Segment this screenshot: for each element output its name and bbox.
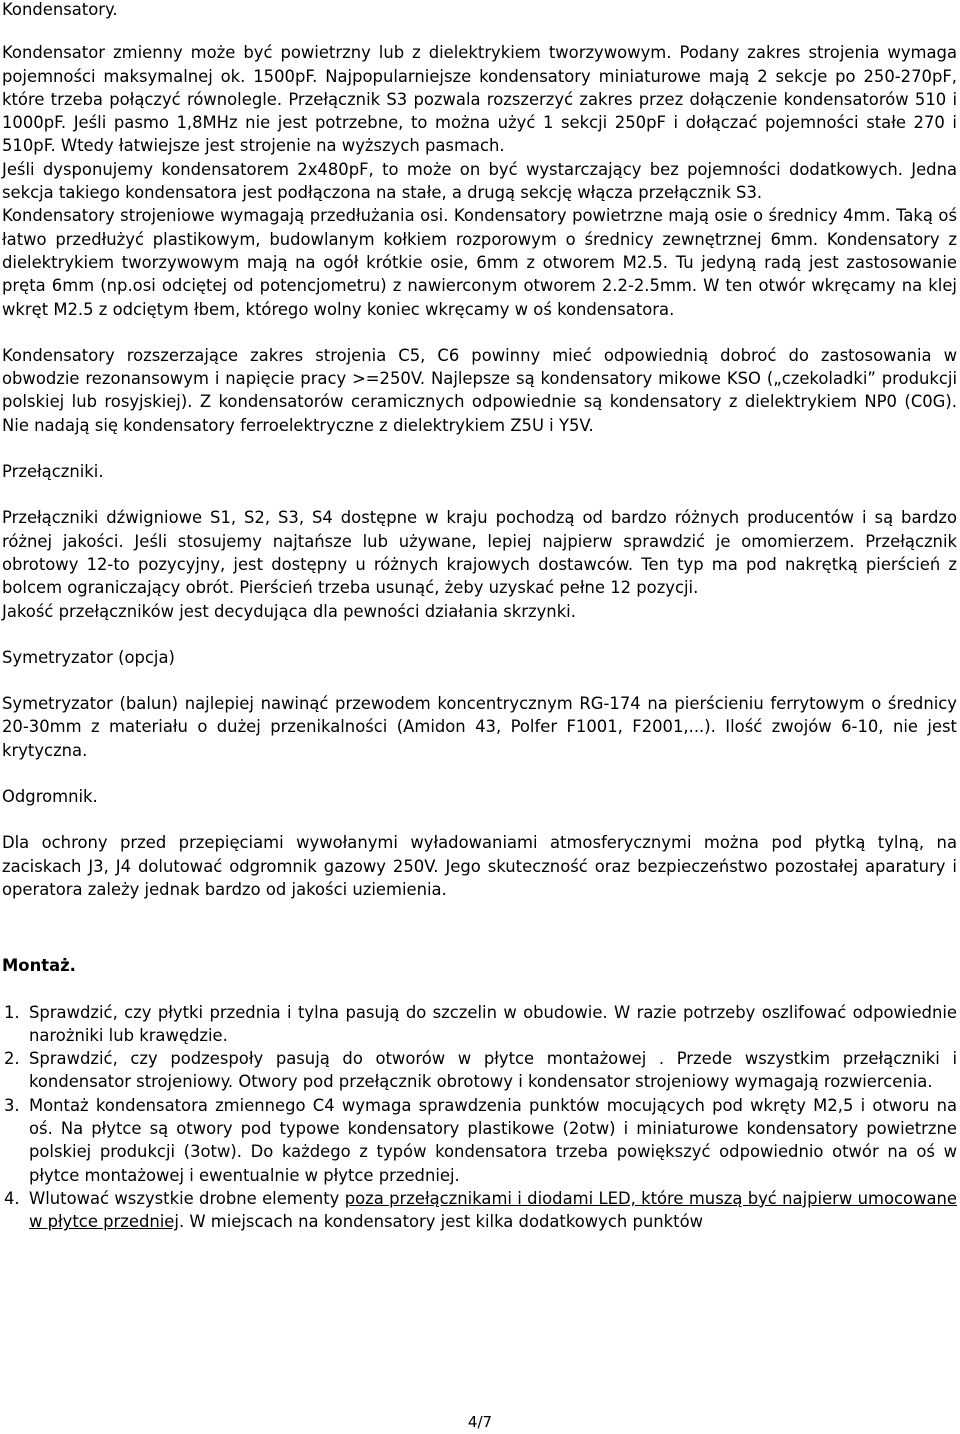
list-item bbox=[2, 1094, 957, 1187]
paragraph-przedluzanie-osi: Kondensatory strojeniowe wymagają przedłużania osi. Kondensatory powietrzne mają osie o średnicy 4mm. Taką oś łatwo przedłużyć plastikowym, budowlanym kołkiem rozporowym o średnicy zewnętrznej 6mm. Kondensatory z dielektrykiem tworzywowym mają na ogół krótkie osie, 6mm z otworem M2.5. Tu jedyną radą jest zastosowanie pręta 6mm (np.osi odciętej od potencjometru) z nawierconym otworem 2.2-2.5mm. W ten otwór wkręcamy na klej wkręt M2.5 z odciętym łbem, którego wolny koniec wkręcamy w oś kondensatora. bbox=[2, 206, 957, 319]
list-item-text-end: . W miejscach na kondensatory jest kilka dodatkowych punktów bbox=[178, 1212, 704, 1232]
list-item-text: Sprawdzić, czy podzespoły pasują do otworów w płytce montażowej . Przede wszystkim przełączniki i kondensator strojeniowy. Otwory pod przełącznik obrotowy i kondensator strojeniowy wymagają rozwiercenia. bbox=[29, 1049, 957, 1092]
paragraph-przelaczniki-dzwigniowe: Przełączniki dźwigniowe S1, S2, S3, S4 dostępne w kraju pochodzą od bardzo różnych producentów i są bardzo różnej jakości. Jeśli stosujemy najtańsze lub używane, lepiej najpierw sprawdzić je omomierzem. Przełącznik obrotowy 12-to pozycyjny, jest dostępny u różnych krajowych dostawców. Ten typ ma pod nakrętką pierścień z bolcem ograniczający obrót. Pierścień trzeba usunąć, żeby uzyskać pełne 12 pozycji. bbox=[2, 508, 957, 598]
heading-przelaczniki: Przełączniki. bbox=[2, 462, 104, 482]
list-item-number: 1. bbox=[4, 1002, 20, 1022]
page-number: 4/7 bbox=[467, 1413, 493, 1431]
list-item-text: Montaż kondensatora zmiennego C4 wymaga sprawdzenia punktów mocujących pod wkręty M2,5 i otworu na oś. Na płytce są otwory pod typowe kondensatory plastikowe (2otw) i miniaturowe kondensatory powietrzne polskiej produkcji (3otw). Do każdego z typów kondensatora trzeba powiększyć odpowiednio otwór na oś w płytce montażowej i ewentualnie w płytce przedniej. bbox=[29, 1095, 957, 1185]
paragraph-kondensator-2x480: Jeśli dysponujemy kondensatorem 2x480pF, to może on być wystarczający bez pojemności dodatkowych. Jedna sekcja takiego kondensatora jest podłączona na stałe, a drugą sekcję włącza przełącznik S3. bbox=[2, 159, 957, 203]
paragraph-kondensator-zmienny: Kondensator zmienny może być powietrzny lub z dielektrykiem tworzywowym. Podany zakres strojenia wymaga pojemności maksymalnej ok. 1500pF. Najpopularniejsze kondensatory miniaturowe mają 2 sekcje po 250-270pF, które trzeba połączyć równolegle. Przełącznik S3 pozwala rozszerzyć zakres przez dołączenie kondensatorów 510 i 1000pF. Jeśli pasmo 1,8MHz nie jest potrzebne, to można użyć 1 sekcji 250pF i dołączać pojemności stałe 270 i 510pF. Wtedy łatwiejsze jest strojenie na wyższych pasmach. bbox=[2, 43, 957, 156]
heading-montaz: Montaż. bbox=[2, 956, 76, 976]
heading-symetryzator: Symetryzator (opcja) bbox=[2, 647, 175, 667]
heading-kondensatory: Kondensatory. bbox=[2, 0, 118, 19]
list-item-text: Sprawdzić, czy płytki przednia i tylna pasują do szczelin w obudowie. W razie potrzeby oszlifować odpowiednie narożniki lub krawędzie. bbox=[29, 1002, 957, 1045]
paragraph-kondensatory-rozszerzajace: Kondensatory rozszerzające zakres strojenia C5, C6 powinny mieć odpowiednią dobroć do zastosowania w obwodzie rezonansowym i napięcie pracy >=250V. Najlepsze są kondensatory mikowe KSO („czekoladki” produkcji polskiej lub rosyjskiej). Z kondensatorów ceramicznych odpowiednie są kondensatory z dielektrykiem NP0 (C0G). Nie nadają się kondensatory ferroelektryczne z dielektrykiem Z5U i Y5V. bbox=[2, 345, 957, 435]
list-item-number: 3. bbox=[4, 1095, 20, 1115]
paragraph-jakosc-przelacznikow: Jakość przełączników jest decydująca dla pewności działania skrzynki. bbox=[2, 601, 576, 621]
list-item bbox=[2, 1047, 957, 1094]
list-item-number: 4. bbox=[4, 1188, 20, 1208]
heading-odgromnik: Odgromnik. bbox=[2, 787, 98, 807]
underlined-text: poza przełącznikami i diodami LED, które muszą być najpierw umocowane w płytce przedniej bbox=[29, 1188, 957, 1232]
list-item-text-start: Wlutować wszystkie drobne elementy bbox=[29, 1188, 345, 1208]
paragraph-symetryzator: Symetryzator (balun) najlepiej nawinąć przewodem koncentrycznym RG-174 na pierścieniu ferrytowym o średnicy 20-30mm z materiału o dużej przenikalności (Amidon 43, Polfer F1001, F2001,...). Ilość zwojów 6-10, nie jest krytyczna. bbox=[2, 694, 957, 760]
list-item bbox=[2, 1001, 957, 1048]
montaz-list bbox=[2, 1001, 957, 1234]
paragraph-odgromnik: Dla ochrony przed przepięciami wywołanymi wyładowaniami atmosferycznymi można pod płytką tylną, na zaciskach J3, J4 dolutować odgromnik gazowy 250V. Jego skuteczność oraz bezpieczeństwo pozostałej aparatury i operatora zależy jednak bardzo od jakości uziemienia. bbox=[2, 833, 957, 899]
list-item bbox=[2, 1187, 957, 1234]
list-item-number: 2. bbox=[4, 1049, 20, 1069]
